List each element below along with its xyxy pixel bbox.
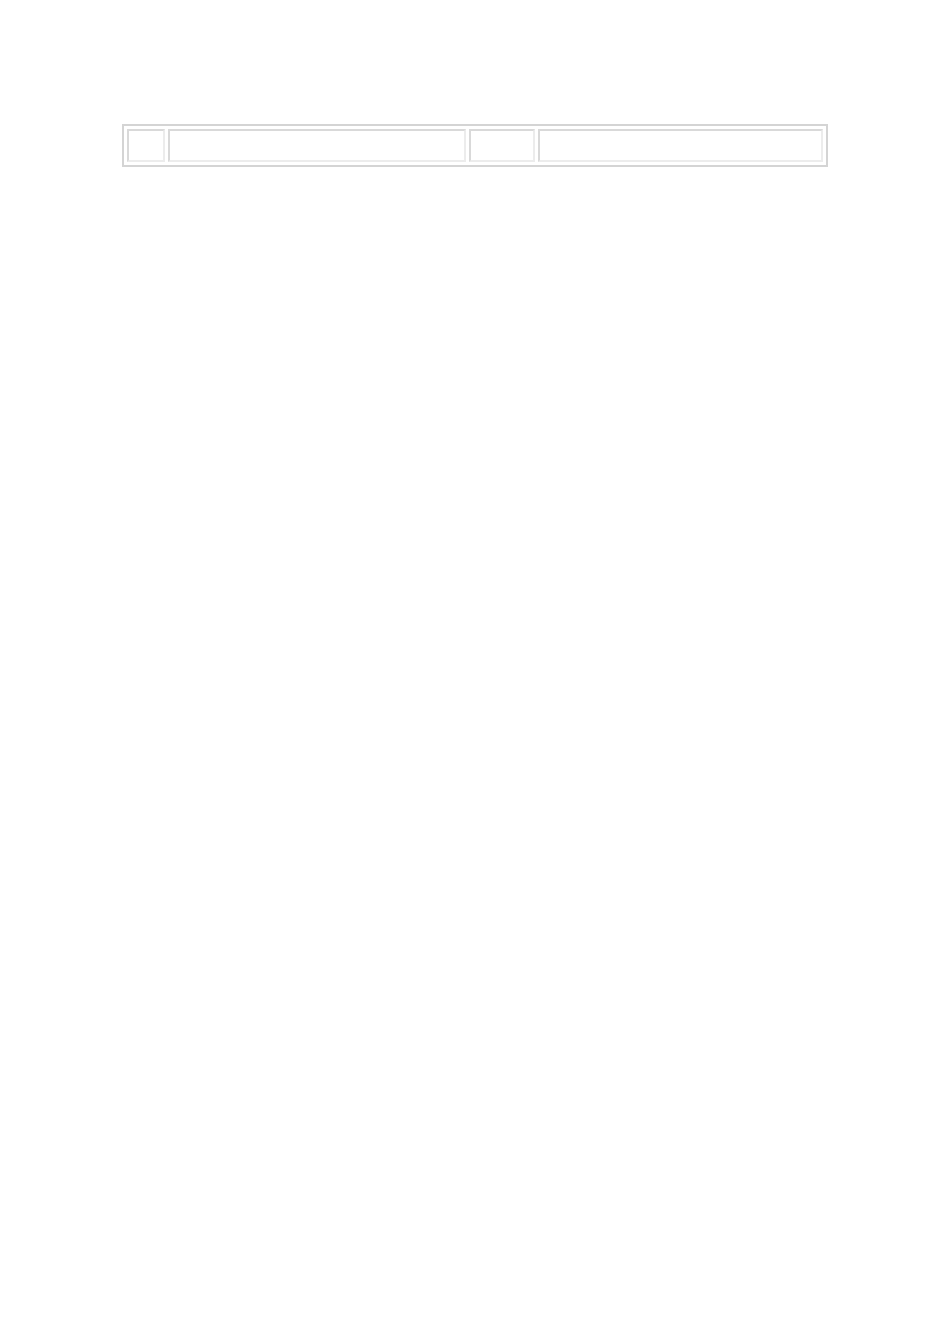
lesson-header-def-cell xyxy=(538,129,823,162)
lesson-header-num-cell xyxy=(127,129,165,162)
lesson-header-row xyxy=(127,129,823,162)
lesson-header-blank-cell xyxy=(469,129,535,162)
lesson-header-section xyxy=(127,129,823,162)
vocabulary-table xyxy=(122,124,828,167)
lesson-header-cell xyxy=(168,129,466,162)
